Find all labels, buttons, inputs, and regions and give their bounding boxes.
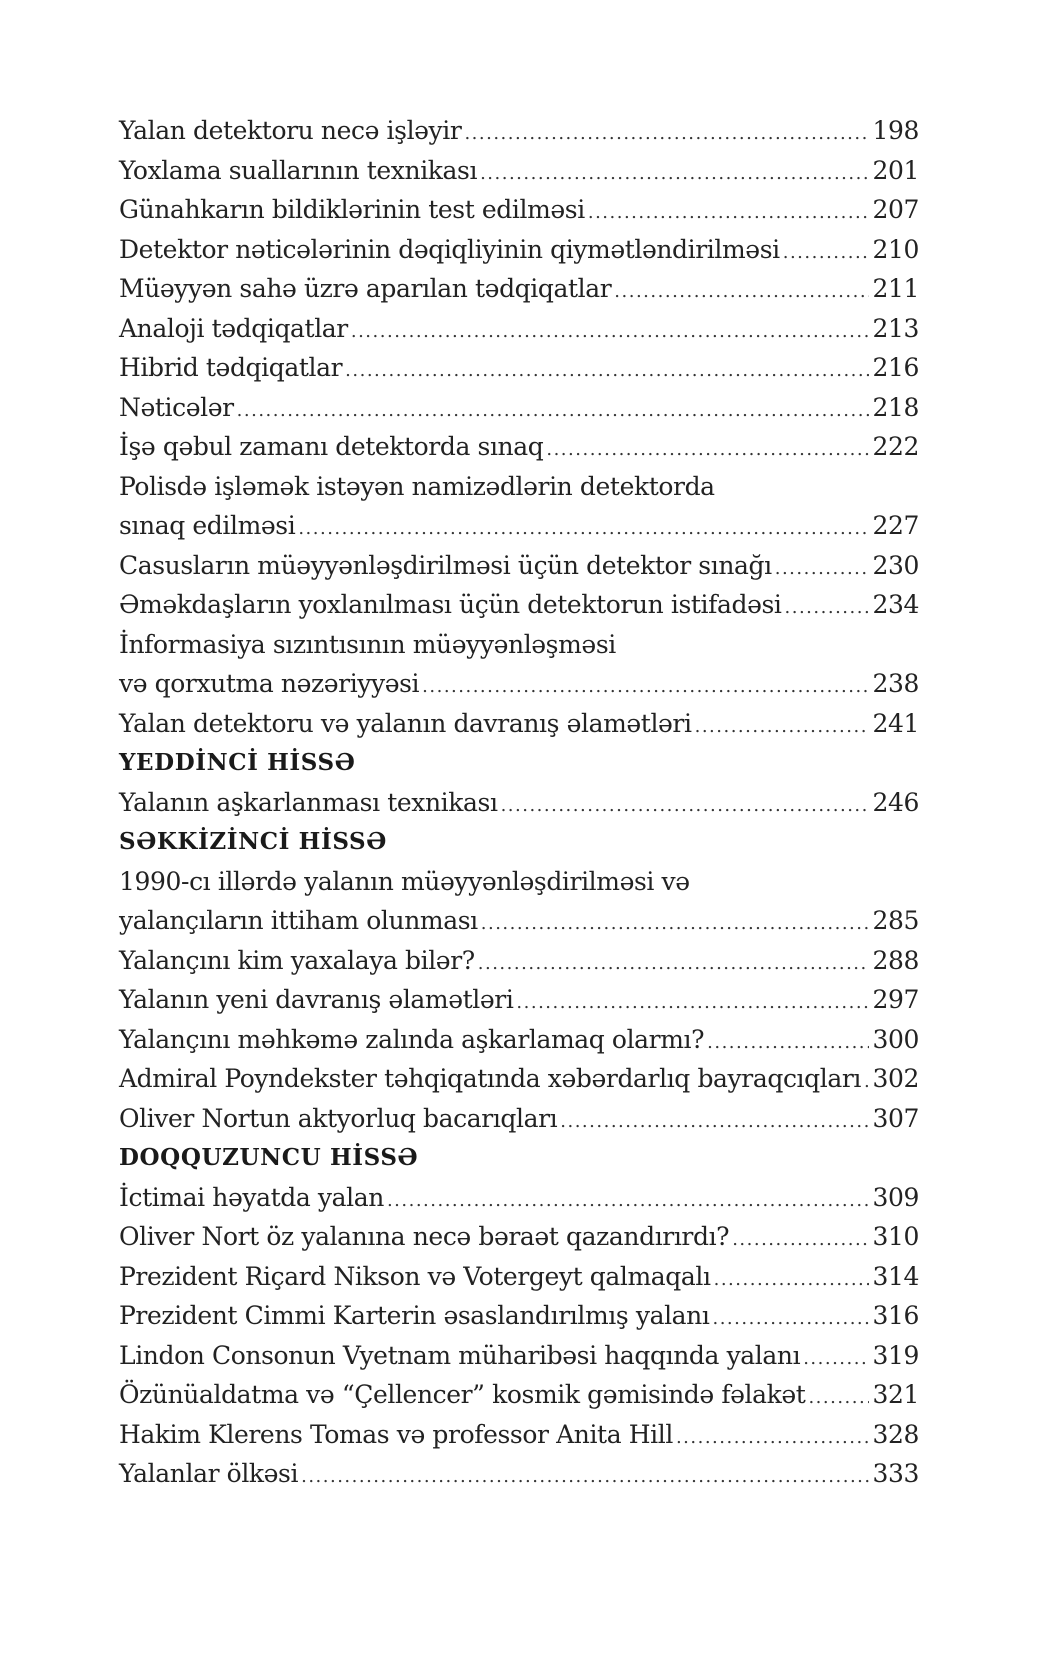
- dot-leader: [808, 1378, 869, 1418]
- dot-leader: [464, 114, 869, 154]
- toc-entry: [119, 704, 919, 744]
- section-heading: DOQQUZUNCU HİSSƏ: [119, 1144, 419, 1171]
- toc-entry: [119, 546, 919, 586]
- dot-leader: [560, 1102, 869, 1142]
- entry-title: Yalan detektoru necə işləyir: [119, 116, 462, 145]
- toc-entry: [119, 388, 919, 428]
- entry-title: Lindon Consonun Vyetnam müharibəsi haqqında yalanı: [119, 1340, 801, 1370]
- page-number: 309: [872, 1182, 919, 1212]
- toc-entry: [119, 664, 919, 704]
- dot-leader: [478, 944, 870, 984]
- page-number: 227: [872, 511, 919, 540]
- entry-title: yalançıların ittiham olunması: [119, 906, 478, 935]
- entry-title: İctimai həyatda yalan: [119, 1182, 384, 1212]
- toc-entry: [119, 309, 919, 349]
- page-number: 238: [872, 669, 919, 698]
- section-heading: YEDDİNCİ HİSSƏ: [119, 749, 356, 776]
- dot-leader: [712, 1299, 869, 1339]
- toc-entry: [119, 269, 919, 309]
- entry-title: Özünüaldatma və “Çellencer” kosmik gəmisində fəlakət: [119, 1380, 806, 1409]
- dot-leader: [387, 1181, 870, 1221]
- entry-title: Yalançını kim yaxalaya bilər?: [119, 945, 475, 975]
- toc-entry: [119, 1454, 919, 1494]
- toc-entry: [119, 585, 919, 625]
- entry-title: Yoxlama suallarının texnikası: [119, 155, 478, 185]
- page-number: 207: [872, 195, 919, 224]
- dot-leader: [783, 233, 870, 273]
- toc-entry: [119, 1257, 919, 1297]
- entry-title: Əməkdaşların yoxlanılması üçün detektorun istifadəsi: [119, 590, 782, 619]
- dot-leader: [546, 430, 869, 470]
- toc-entry: [119, 111, 919, 151]
- page-number: 316: [872, 1301, 919, 1330]
- dot-leader: [614, 272, 869, 312]
- toc-entry: [119, 1020, 919, 1060]
- entry-title: Oliver Nort öz yalanına necə bəraət qazandırırdı?: [119, 1222, 730, 1251]
- dot-leader: [480, 154, 869, 194]
- dot-leader: [732, 1220, 869, 1260]
- entry-title: Hakim Klerens Tomas və professor Anita Hill: [119, 1419, 673, 1449]
- entry-title: və qorxutma nəzəriyyəsi: [119, 669, 420, 698]
- page-number: 319: [872, 1340, 919, 1370]
- toc-entry: [119, 783, 919, 823]
- dot-leader: [345, 351, 869, 391]
- entry-title: Prezident Riçard Nikson və Votergeyt qalmaqalı: [119, 1261, 711, 1291]
- toc-entry-line: İnformasiya sızıntısının müəyyənləşməsi: [119, 629, 616, 659]
- toc-entry: [119, 151, 919, 191]
- page-number: 241: [872, 708, 919, 738]
- dot-leader: [785, 588, 870, 628]
- entry-title: Müəyyən sahə üzrə aparılan tədqiqatlar: [119, 274, 612, 303]
- page-number: 222: [872, 432, 919, 461]
- page-number: 302: [872, 1064, 919, 1093]
- toc-entry: [119, 1099, 919, 1139]
- toc-entry: [119, 1059, 919, 1099]
- dot-leader: [301, 1457, 869, 1497]
- dot-leader: [237, 391, 870, 431]
- page-number: 201: [872, 155, 919, 185]
- toc-entry: [119, 427, 919, 467]
- toc-entry: [119, 230, 919, 270]
- page-number: 297: [872, 985, 919, 1014]
- entry-title: Oliver Nortun aktyorluq bacarıqları: [119, 1103, 558, 1133]
- dot-leader: [803, 1339, 869, 1379]
- entry-title: Nəticələr: [119, 392, 234, 422]
- entry-title: Yalanın yeni davranış əlamətləri: [119, 985, 514, 1014]
- page-number: 218: [872, 392, 919, 422]
- page-number: 211: [872, 274, 919, 303]
- entry-title: Detektor nəticələrinin dəqiqliyinin qiymətləndirilməsi: [119, 234, 780, 264]
- toc-entry: [119, 1178, 919, 1218]
- section-heading: SƏKKİZİNCİ HİSSƏ: [119, 828, 387, 855]
- toc-entry: [119, 1296, 919, 1336]
- toc-entry: [119, 348, 919, 388]
- table-of-contents: [119, 111, 919, 1494]
- entry-title: Prezident Cimmi Karterin əsaslandırılmış yalanı: [119, 1301, 710, 1330]
- dot-leader: [516, 983, 869, 1023]
- page-number: 246: [872, 787, 919, 817]
- dot-leader: [422, 667, 869, 707]
- page-number: 300: [872, 1024, 919, 1054]
- entry-title: Günahkarın bildiklərinin test edilməsi: [119, 195, 585, 224]
- entry-title: Yalanlar ölkəsi: [119, 1459, 299, 1488]
- page-number: 288: [872, 945, 919, 975]
- page-number: 198: [872, 116, 919, 145]
- entry-title: Yalanın aşkarlanması texnikası: [119, 787, 498, 817]
- toc-entry: [119, 1217, 919, 1257]
- dot-leader: [707, 1023, 869, 1063]
- dot-leader: [501, 786, 870, 826]
- entry-title: Yalan detektoru və yalanın davranış əlamətləri: [119, 708, 692, 738]
- dot-leader: [298, 509, 869, 549]
- dot-leader: [775, 549, 870, 589]
- toc-entry: [119, 941, 919, 981]
- toc-entry: [119, 1415, 919, 1455]
- entry-title: İşə qəbul zamanı detektorda sınaq: [119, 432, 544, 461]
- page-number: 321: [872, 1380, 919, 1409]
- toc-entry-line: Polisdə işləmək istəyən namizədlərin detektorda: [119, 471, 715, 501]
- dot-leader: [714, 1260, 870, 1300]
- toc-entry-line: 1990-cı illərdə yalanın müəyyənləşdirilməsi və: [119, 866, 690, 896]
- entry-title: Hibrid tədqiqatlar: [119, 353, 343, 382]
- page-number: 234: [872, 590, 919, 619]
- dot-leader: [351, 312, 870, 352]
- page-number: 314: [872, 1261, 919, 1291]
- toc-entry: [119, 506, 919, 546]
- dot-leader: [481, 904, 870, 944]
- toc-entry: [119, 1375, 919, 1415]
- entry-title: Analoji tədqiqatlar: [119, 313, 348, 343]
- entry-title: Casusların müəyyənləşdirilməsi üçün detektor sınağı: [119, 550, 772, 580]
- page-number: 307: [872, 1103, 919, 1133]
- dot-leader: [676, 1418, 870, 1458]
- page-number: 285: [872, 906, 919, 935]
- toc-entry: [119, 1336, 919, 1376]
- dot-leader: [695, 707, 870, 747]
- page-number: 328: [872, 1419, 919, 1449]
- entry-title: Admiral Poyndekster təhqiqatında xəbərdarlıq bayraqcıqları: [119, 1064, 861, 1093]
- page-number: 310: [872, 1222, 919, 1251]
- page-number: 333: [872, 1459, 919, 1488]
- toc-entry: [119, 901, 919, 941]
- toc-entry: [119, 190, 919, 230]
- page-number: 216: [872, 353, 919, 382]
- entry-title: sınaq edilməsi: [119, 511, 296, 540]
- page-number: 213: [872, 313, 919, 343]
- page-number: 230: [872, 550, 919, 580]
- page-number: 210: [872, 234, 919, 264]
- toc-entry: [119, 980, 919, 1020]
- entry-title: Yalançını məhkəmə zalında aşkarlamaq olarmı?: [119, 1024, 705, 1054]
- dot-leader: [588, 193, 870, 233]
